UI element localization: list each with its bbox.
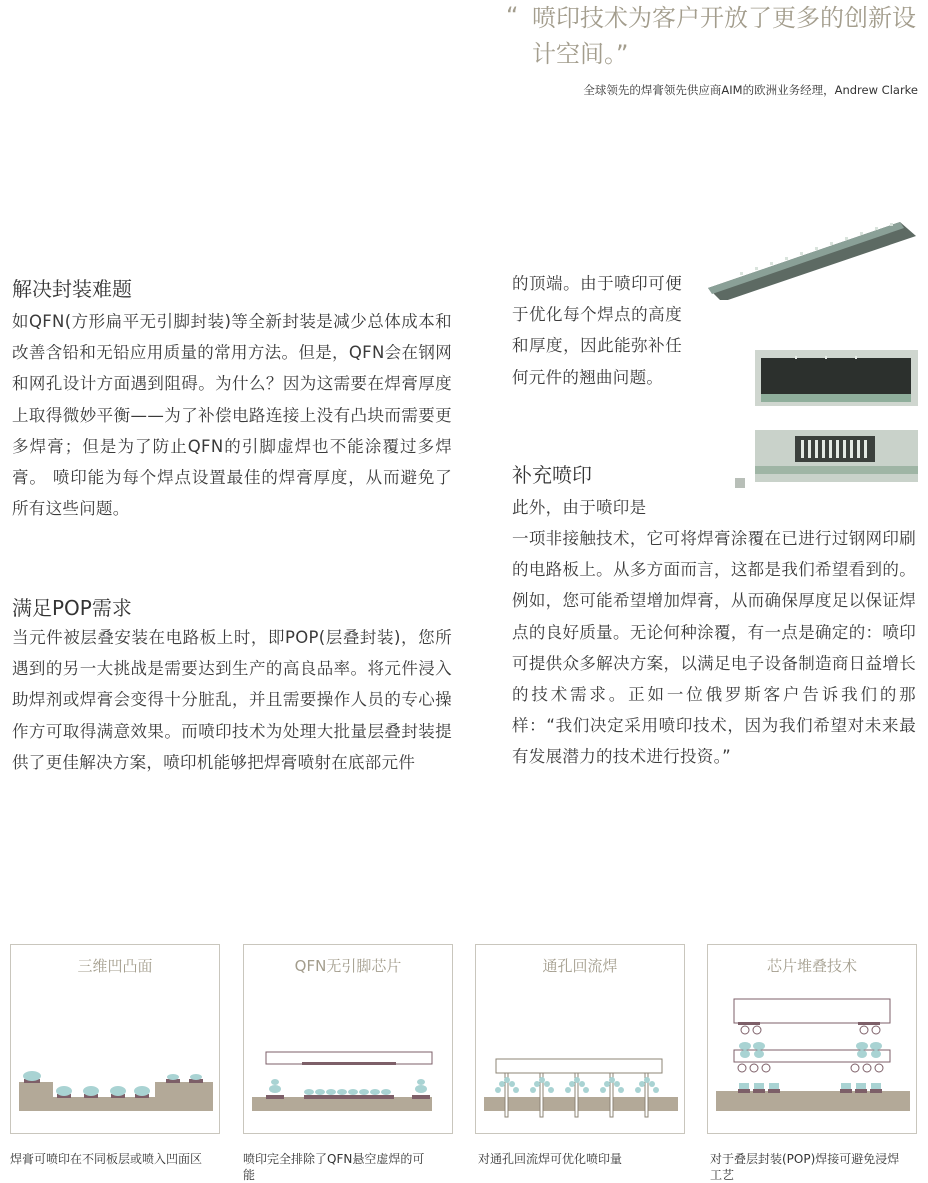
paragraph-pop-continued: 的顶端。由于喷印可便于优化每个焊点的高度和厚度，因此能弥补任何元件的翘曲问题。 <box>512 274 682 387</box>
diagram-title: QFN无引脚芯片 <box>294 957 402 975</box>
diagram-caption: 喷印完全排除了QFN悬空虚焊的可能 <box>243 1152 425 1182</box>
diagram-chip-stacking-graphic <box>708 945 918 1135</box>
quote-text: 喷印技术为客户开放了更多的创新设计空间。” <box>532 4 916 68</box>
diagram-3d-surface-graphic <box>11 945 221 1135</box>
paragraph-pop: 当元件被层叠安装在电路板上时，即POP(层叠封装)，您所遇到的另一大挑战是需要达到生产的高良品率。将元件浸入助焊剂或焊膏会变得十分脏乱，并且需要操作人员的专心操作方可取得满意效果。而喷印技术为处理大批量层叠封装提供了更佳解决方案，喷印机能够把焊膏喷射在底部元件 <box>12 628 452 772</box>
diagram-title: 通孔回流焊 <box>542 957 618 975</box>
paragraph-supplement-intro: 此外，由于喷印是 <box>512 498 647 517</box>
paragraph-qfn: 如QFN(方形扁平无引脚封装)等全新封装是减少总体成本和改善含铅和无铅应用质量的常用方法。但是，QFN会在钢网和网孔设计方面遇到阻碍。为什么？因为这需要在焊膏厚度上取得微妙平衡——为了补偿电路连接上没有凸块而需要更多焊膏；但是为了防止QFN的引脚虚焊也不能涂覆过多焊膏。 喷印能为每个焊点设置最佳的焊膏厚度，从而避免了所有这些问题。 <box>12 312 452 519</box>
heading-supplement: 补充喷印 <box>512 463 592 487</box>
diagram-chip-stacking <box>707 944 917 1134</box>
diagram-caption: 对于叠层封装(POP)焊接可避免浸焊工艺 <box>710 1152 900 1182</box>
diagram-caption: 焊膏可喷印在不同板层或喷入凹面区 <box>10 1152 203 1166</box>
qfn-package-photo <box>700 210 920 300</box>
diagram-qfn-chip <box>243 944 453 1134</box>
diagram-title: 三维凹凸面 <box>77 957 153 975</box>
leaded-chip-photo <box>735 430 918 490</box>
diagram-3d-surface <box>10 944 220 1134</box>
heading-pop: 满足POP需求 <box>12 596 132 620</box>
quote-mark: “ <box>506 2 519 30</box>
diagram-through-hole <box>475 944 685 1134</box>
heading-qfn: 解决封装难题 <box>12 277 132 301</box>
diagram-title: 芯片堆叠技术 <box>766 957 857 975</box>
diagram-caption: 对通孔回流焊可优化喷印量 <box>478 1152 623 1166</box>
diagram-through-hole-graphic <box>476 945 686 1135</box>
quote-attribution: 全球领先的焊膏领先供应商AIM的欧洲业务经理，Andrew Clarke <box>583 83 918 97</box>
diagram-qfn-chip-graphic <box>244 945 454 1135</box>
bga-chip-photo <box>755 350 918 406</box>
paragraph-supplement: 一项非接触技术，它可将焊膏涂覆在已进行过钢网印刷的电路板上。从多方面而言，这都是我们希望看到的。例如，您可能希望增加焊膏，从而确保厚度足以保证焊点的良好质量。无论何种涂覆，有一点是确定的：喷印可提供众多解决方案，以满足电子设备制造商日益增长的技术需求。正如一位俄罗斯客户告诉我们的那样：“我们决定采用喷印技术，因为我们希望对未来最有发展潜力的技术进行投资。” <box>512 529 916 767</box>
